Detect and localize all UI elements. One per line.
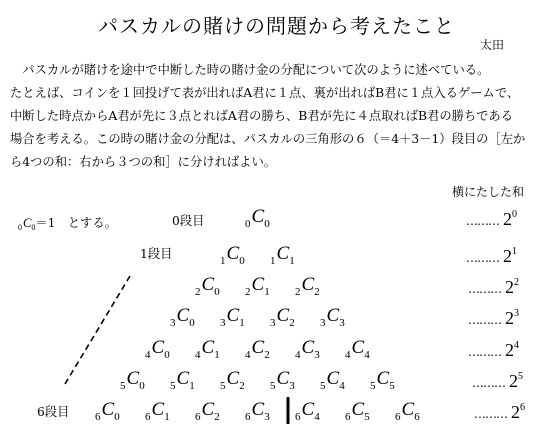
combination-1-0: $_1C_0$	[220, 243, 245, 267]
combination-3-2: $_3C_2$	[270, 305, 295, 329]
combination-6-2: $_6C_2$	[195, 399, 220, 423]
row-sum-6: ……… $2^6$	[474, 402, 525, 422]
row-sum-2: ……… $2^2$	[468, 277, 519, 297]
row-sum-3: ……… $2^3$	[468, 308, 519, 328]
row-label-6: 6段目	[37, 405, 70, 419]
combination-2-0: $_2C_0$	[195, 274, 220, 298]
combination-4-3: $_4C_3$	[295, 337, 320, 361]
combination-5-1: $_5C_1$	[170, 368, 195, 392]
row-sum-header: 横にたした和	[452, 185, 525, 199]
combination-0-0: $_0C_0$	[245, 206, 270, 230]
combination-4-4: $_4C_4$	[345, 337, 370, 361]
combination-1-1: $_1C_1$	[270, 243, 295, 267]
left-edge-dashed-line	[65, 276, 130, 384]
row-sum-4: ……… $2^4$	[468, 340, 519, 360]
paragraph-line-5: ら4つの和：右から３つの和］に分ければよい。	[10, 155, 277, 169]
combination-5-5: $_5C_5$	[370, 368, 395, 392]
combination-5-3: $_5C_3$	[270, 368, 295, 392]
combination-6-6: $_6C_6$	[395, 399, 420, 423]
combination-3-3: $_3C_3$	[320, 305, 345, 329]
row-label-1: 1段目	[140, 247, 173, 261]
intro-text: ＝1 とする。	[35, 216, 117, 230]
combination-5-0: $_5C_0$	[120, 368, 145, 392]
row-sum-1: ……… $2^1$	[466, 246, 517, 266]
combination-6-1: $_6C_1$	[145, 399, 170, 423]
combination-3-1: $_3C_1$	[220, 305, 245, 329]
combination-5-2: $_5C_2$	[220, 368, 245, 392]
row-sum-0: ……… $2^0$	[466, 209, 517, 229]
combination-6-0: $_6C_0$	[95, 399, 120, 423]
intro-combination: $_0C_0$	[18, 216, 36, 232]
paragraph-line-3: 中断した時点からA君が先に３点とればA君の勝ち、B君が先に４点取ればB君の勝ちである	[10, 109, 513, 123]
row-sum-5: ……… $2^5$	[472, 371, 523, 391]
combination-2-2: $_2C_2$	[295, 274, 320, 298]
row-label-0: 0段目	[172, 214, 205, 228]
page-title: パスカルの賭けの問題から考えたこと	[98, 14, 455, 38]
combination-4-1: $_4C_1$	[195, 337, 220, 361]
paragraph-line-4: 場合を考える。この時の賭け金の分配は、パスカルの三角形の６（＝4＋3－1）段目の［左か	[10, 132, 526, 146]
combination-3-0: $_3C_0$	[170, 305, 195, 329]
author-name: 太田	[480, 38, 505, 52]
combination-6-3: $_6C_3$	[245, 399, 270, 423]
combination-6-5: $_6C_5$	[345, 399, 370, 423]
paragraph-line-1: パスカルが賭けを途中で中断した時の賭け金の分配について次のように述べている。	[10, 63, 490, 77]
combination-6-4: $_6C_4$	[295, 399, 320, 423]
combination-4-2: $_4C_2$	[245, 337, 270, 361]
paragraph-line-2: たとえば、コインを１回投げて表が出ればA君に１点、裏が出ればB君に１点入るゲームで、	[10, 86, 520, 100]
combination-2-1: $_2C_1$	[245, 274, 270, 298]
combination-5-4: $_5C_4$	[320, 368, 345, 392]
combination-4-0: $_4C_0$	[145, 337, 170, 361]
